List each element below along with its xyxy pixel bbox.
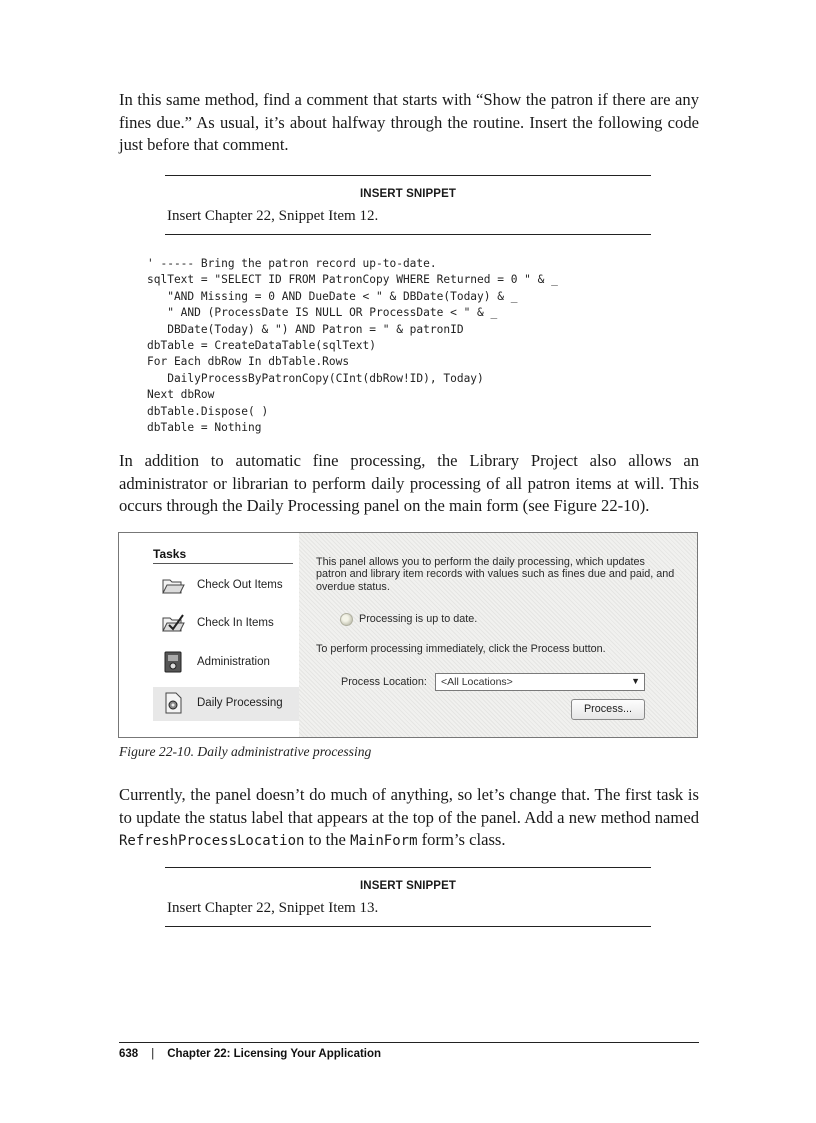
- code-line: ' ----- Bring the patron record up-to-date.: [147, 257, 437, 270]
- task-check-in-items[interactable]: [153, 607, 299, 641]
- footer-separator: |: [151, 1048, 155, 1060]
- method-name: RefreshProcessLocation: [119, 833, 305, 849]
- task-administration[interactable]: [153, 646, 299, 680]
- snippet-title: INSERT SNIPPET: [360, 188, 456, 200]
- task-label: Check In Items: [197, 617, 274, 629]
- code-line: sqlText = "SELECT ID FROM PatronCopy WHERE Returned = 0 " & _: [147, 273, 558, 287]
- panel-description: This panel allows you to perform the daily processing, which updates patron and library item records with values such as fines due and paid, and overdue status.: [316, 556, 675, 593]
- paragraph-intro: In this same method, find a comment that starts with “Show the patron if there are any fines due.” As usual, it’s about halfway through the routine. Insert the following code just before that comment.: [119, 90, 699, 154]
- code-block: [147, 256, 558, 436]
- code-line: dbTable = Nothing: [147, 420, 262, 434]
- text-run: Currently, the panel doesn’t do much of anything, so let’s change that. The first task is to update the status label that appears at the top of the panel. Add a new method named: [119, 785, 699, 827]
- figure-daily-processing: [118, 532, 698, 738]
- text-run: to the: [304, 830, 351, 849]
- text-run: form’s class.: [417, 830, 506, 849]
- process-button[interactable]: Process...: [571, 699, 645, 720]
- snippet-text: Insert Chapter 22, Snippet Item 12.: [167, 208, 379, 224]
- process-location-select[interactable]: [435, 673, 645, 691]
- insert-snippet-box: [165, 175, 651, 235]
- code-line: dbTable = CreateDataTable(sqlText): [147, 338, 377, 352]
- code-line: "AND Missing = 0 AND DueDate < " & DBDate(Today) & _: [147, 289, 518, 303]
- chapter-title: Chapter 22: Licensing Your Application: [167, 1048, 382, 1060]
- task-label: Administration: [197, 656, 270, 668]
- tasks-pane: [119, 533, 299, 737]
- form-name: MainForm: [350, 833, 418, 849]
- daily-processing-icon: [161, 691, 185, 715]
- daily-processing-panel: [299, 533, 697, 737]
- process-location-value: <All Locations>: [441, 676, 513, 688]
- task-check-out-items[interactable]: [153, 569, 299, 603]
- tasks-heading: Tasks: [153, 547, 293, 564]
- instruction-text: To perform processing immediately, click the Process button.: [316, 643, 606, 655]
- code-line: Next dbRow: [147, 388, 215, 402]
- page-footer: [119, 1048, 381, 1060]
- code-line: DBDate(Today) & ") AND Patron = " & patronID: [147, 322, 464, 336]
- code-line: " AND (ProcessDate IS NULL OR ProcessDate < " & _: [147, 306, 498, 320]
- footer-rule: [119, 1042, 699, 1043]
- figure-caption: Figure 22-10. Daily administrative processing: [119, 744, 372, 759]
- code-line: DailyProcessByPatronCopy(CInt(dbRow!ID), Today): [147, 371, 484, 385]
- snippet-text: Insert Chapter 22, Snippet Item 13.: [167, 900, 379, 916]
- administration-icon: [161, 650, 185, 674]
- task-label: Daily Processing: [197, 697, 283, 709]
- task-label: Check Out Items: [197, 579, 283, 591]
- chevron-down-icon: ▼: [631, 676, 640, 686]
- code-line: dbTable.Dispose( ): [147, 404, 269, 418]
- folder-open-icon: [161, 573, 185, 597]
- task-daily-processing[interactable]: [153, 687, 299, 721]
- page-number: 638: [119, 1048, 139, 1060]
- status-icon: [340, 613, 353, 626]
- paragraph-addition: In addition to automatic fine processing, the Library Project also allows an administrator or librarian to perform daily processing of all patron items at will. This occurs through the Daily Processing panel on the main form (see Figure 22-10).: [119, 451, 699, 515]
- folder-check-icon: [161, 611, 185, 635]
- insert-snippet-box: [165, 867, 651, 927]
- code-line: For Each dbRow In dbTable.Rows: [147, 355, 350, 369]
- snippet-title: INSERT SNIPPET: [360, 880, 456, 892]
- paragraph-current: [119, 784, 699, 853]
- process-location-label: Process Location:: [341, 676, 427, 688]
- status-label: Processing is up to date.: [359, 613, 478, 625]
